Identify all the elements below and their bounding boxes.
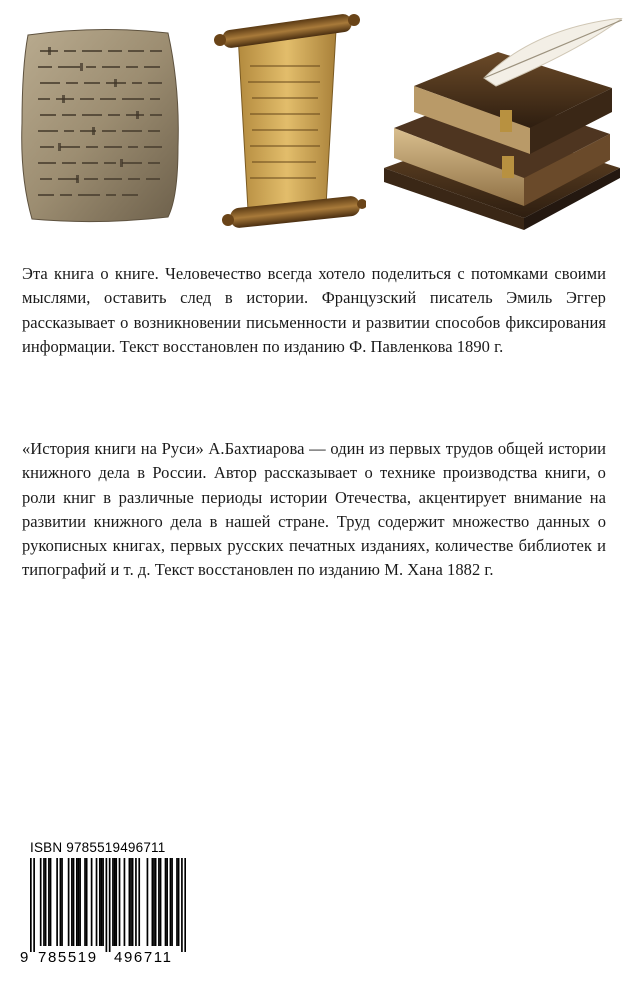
barcode-bar [166,858,168,946]
barcode-bar [132,858,134,946]
barcode-bar [115,858,117,946]
barcode-bar [147,858,149,946]
barcode-bar [40,858,42,946]
barcode-bar [130,858,132,946]
barcode-bar [176,858,178,946]
barcode-bar [184,858,186,952]
barcode-left-group: 785519 [38,949,98,966]
barcode-bar [76,858,78,946]
barcode-bar [84,858,86,946]
isbn-label: ISBN 9785519496711 [30,840,166,855]
barcode-bar [71,858,73,946]
barcode-bar [112,858,114,946]
barcode-bar [165,858,167,946]
barcode-bar [109,858,111,952]
barcode-bar [178,858,180,946]
barcode-bar [48,858,50,946]
barcode-bar [114,858,116,946]
barcode-bar [119,858,121,946]
barcode-bar [60,858,62,946]
barcode-bar [106,858,108,952]
barcode-bar [99,858,101,946]
barcode-bar [153,858,155,946]
barcode-bar [30,858,32,952]
description-paragraph-2 [22,437,606,583]
barcode-bar [56,858,58,946]
description-text-1: Эта книга о книге. Человечество всегда хотело поделиться с потомками своими мыслями, оставить след в истории. Французский писатель Эмиль Эггер рассказывает о возникновении письменности и развитии способов фиксирования информации. Текст восстановлен по изданию Ф. Павленкова 1890 г. [22,264,606,356]
description-paragraph-1 [22,262,606,359]
barcode-bar [79,858,81,946]
barcode-bar [158,858,160,946]
barcode-bar [73,858,75,946]
scroll-image [208,6,366,238]
barcode-bar [78,858,80,946]
barcode-bar [101,858,103,946]
barcode [30,858,186,952]
barcode-bar [170,858,172,946]
barcode-bar [124,858,126,946]
barcode-bar [43,858,45,946]
barcode-bar [181,858,183,952]
barcode-bar [160,858,162,946]
barcode-bar [33,858,35,952]
barcode-bar [61,858,63,946]
barcode-bar [102,858,104,946]
barcode-bar [155,858,157,946]
barcode-bar [91,858,93,946]
barcode-right-group: 496711 [114,949,173,966]
barcode-bar [45,858,47,946]
cover-illustrations [0,0,629,250]
barcode-bar [129,858,131,946]
barcode-bar [86,858,88,946]
barcode-first-digit: 9 [20,949,29,966]
barcode-bar [50,858,52,946]
description-text-2: «История книги на Руси» А.Бахтиарова — один из первых трудов общей истории книжного дела в России. Автор рассказывает о технике производства книги, о роли книг в различные периоды истории Отечества, акцентирует внимание на развитии книжного дела в нашей стране. Труд содержит множество данных о рукописных книгах, первых русских печатных изданиях, количестве библиотек и типографий и т. д. Текст восстановлен по изданию М. Хана 1882 г. [22,439,606,580]
old-books-image [374,18,624,230]
barcode-bar [138,858,140,946]
barcode-bar [135,858,137,946]
barcode-bar [68,858,70,946]
barcode-bar [152,858,154,946]
barcode-bar [96,858,98,946]
clay-tablet-image [18,27,182,224]
barcode-bar [171,858,173,946]
